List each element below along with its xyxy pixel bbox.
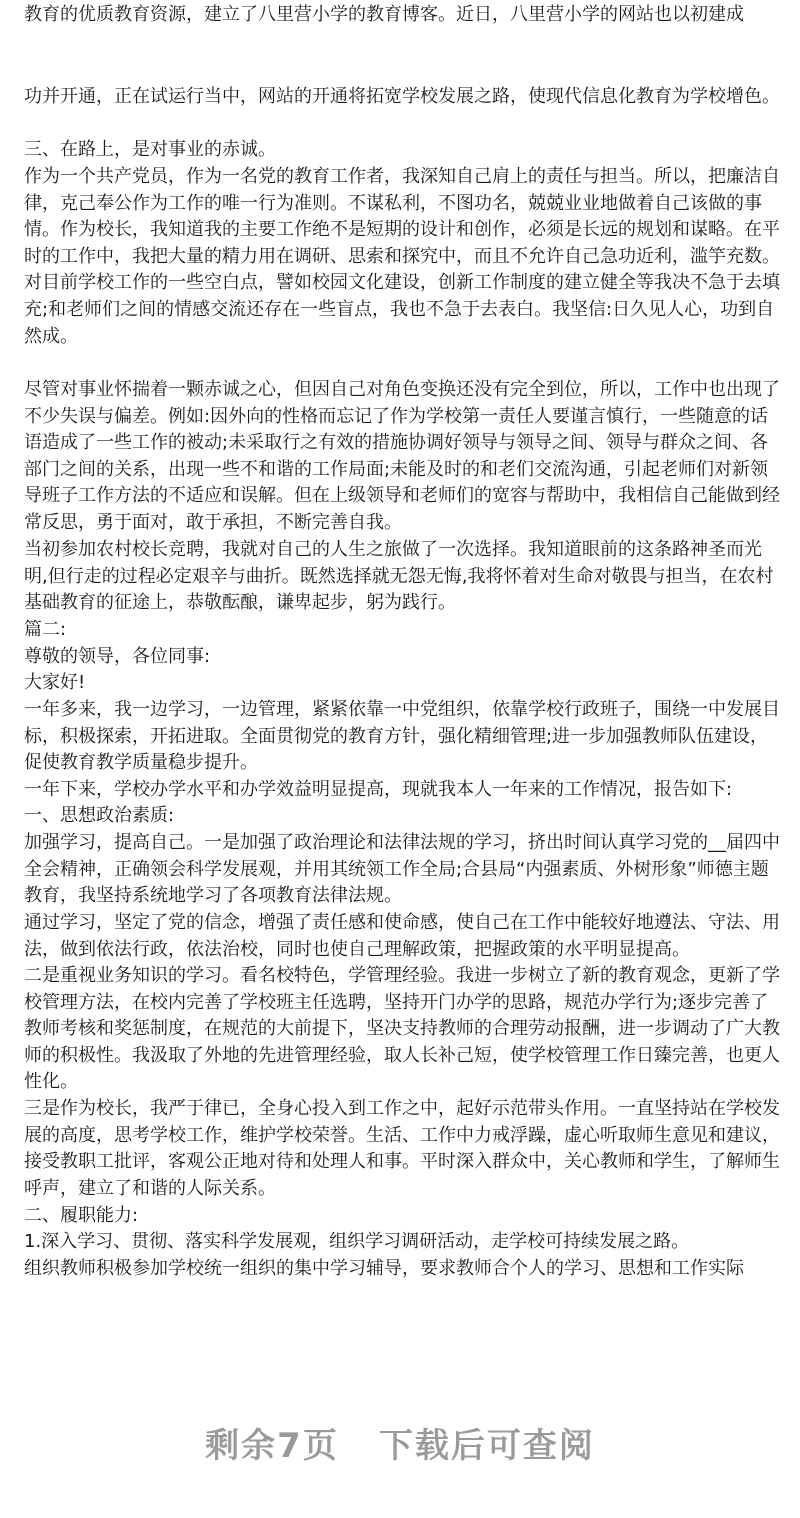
paragraph-report-intro: 一年下来，学校办学水平和办学效益明显提高，现就我本人一年来的工作情况，报告如下: — [24, 779, 733, 800]
paragraph-business-knowledge: 二是重视业务知识的学习。看名校特色，学管理经验。我进一步树立了新的教育观念，更新了学校管理方法，在校内完善了学校班主任选聘，坚持开门办学的思路，规范办学行为;逐步完善了教师考核和奖惩制度，在规范的大前提下，坚决支持教师的合理劳动报酬，进一步调动了广大教师的积极性。我汲取了外地的先进管理经验，取人长补己短，使学校管理工作日臻完善，也更人性化。 — [24, 965, 780, 1093]
paragraph-rural-principal: 当初参加农村校长竞聘，我就对自己的人生之旅做了一次选择。我知道眼前的这条路神圣而光明,但行走的过程必定艰辛与曲折。既然选择就无怨无悔,我将怀着对生命对敬畏与担当，在农村基础教育的征途上，恭敬酝酿，谦卑起步，躬为践行。 — [24, 539, 774, 614]
greeting: 大家好! — [24, 672, 86, 693]
section-heading-political: 一、思想政治素质: — [24, 805, 175, 826]
salutation: 尊敬的领导，各位同事: — [24, 646, 211, 667]
paragraph-overview: 一年多来，我一边学习，一边管理，紧紧依靠一中党组织，依靠学校行政班子，围绕一中发展目标，积极探索，开拓进取。全面贯彻党的教育方针，强化精细管理;进一步加强教师队伍建设，促使教育教学质量稳步提升。 — [24, 699, 780, 774]
download-prompt[interactable] — [0, 1418, 800, 1467]
paragraph-party-member: 作为一个共产党员，作为一名党的教育工作者，我深知自己肩上的责任与担当。所以，把廉洁自律，克己奉公作为工作的唯一行为准则。不谋私利，不图功名，兢兢业业地做着自己该做的事情。作为校长，我知道我的主要工作绝不是短期的设计和创作，必须是长远的规划和谋略。在平时的工作中，我把大量的精力用在调研、思索和探究中，而且不允许自己急功近利，滥竽充数。对目前学校工作的一些空白点，譬如校园文化建设，创新工作制度的建立健全等我决不急于去填充;和老师们之间的情感交流还存在一些盲点，我也不急于去表白。我坚信:日久见人心，功到自然成。 — [24, 166, 780, 347]
paragraph-mistakes: 尽管对事业怀揣着一颗赤诚之心，但因自己对角色变换还没有完全到位，所以，工作中也出现了不少失误与偏差。例如:因外向的性格而忘记了作为学校第一责任人要谨言慎行，一些随意的话语造成了一些工作的被动;未采取行之有效的措施协调好领导与领导之间、领导与群众之间、各部门之间的关系，出现一些不和谐的工作局面;未能及时的和老们交流沟通，引起老师们对新领导班子工作方法的不适应和误解。但在上级领导和老师们的宽容与帮助中，我相信自己能做到经常反思，勇于面对，敢于承担，不断完善自我。 — [24, 379, 780, 533]
remaining-pages-label: 剩余7页 — [205, 1426, 339, 1466]
section-heading-3: 三、在路上，是对事业的赤诚。 — [24, 139, 276, 160]
paragraph-study: 加强学习，提高自己。一是加强了政治理论和法律法规的学习，挤出时间认真学习党的__届四中全会精神，正确领会科学发展观，并用其统领工作全局;合县局“内强素质、外树形象”师德主题教育，我坚持系统地学习了各项教育法律法规。 — [24, 832, 780, 907]
paragraph-website: 功并开通，正在试运行当中，网站的开通将拓宽学校发展之路，使现代信息化教育为学校增色。 — [24, 86, 780, 107]
paragraph-belief: 通过学习，坚定了党的信念，增强了责任感和使命感，使自己在工作中能较好地遵法、守法、用法，做到依法行政，依法治校，同时也使自己理解政策，把握政策的水平明显提高。 — [24, 912, 780, 960]
chapter-heading-2: 篇二: — [24, 619, 67, 640]
section-heading-ability: 二、履职能力: — [24, 1205, 139, 1226]
paragraph-as-principal: 三是作为校长，我严于律已，全身心投入到工作之中，起好示范带头作用。一直坚持站在学校发展的高度，思考学校工作，维护学校荣誉。生活、工作中力戒浮躁，虚心听取师生意见和建议，接受教职工批评，客观公正地对待和处理人和事。平时深入群众中，关心教师和学生，了解师生呼声，建立了和谐的人际关系。 — [24, 1098, 780, 1199]
paragraph-continuation: 教育的优质教育资源，建立了八里营小学的教育博客。近日，八里营小学的网站也以初建成 — [24, 4, 744, 25]
paragraph-item-1: 1.深入学习、贯彻、落实科学发展观，组织学习调研活动，走学校可持续发展之路。 — [24, 1231, 690, 1252]
download-to-view-label: 下载后可查阅 — [378, 1426, 595, 1466]
paragraph-organize: 组织教师积极参加学校统一组织的集中学习辅导，要求教师合个人的学习、思想和工作实际 — [24, 1258, 744, 1279]
